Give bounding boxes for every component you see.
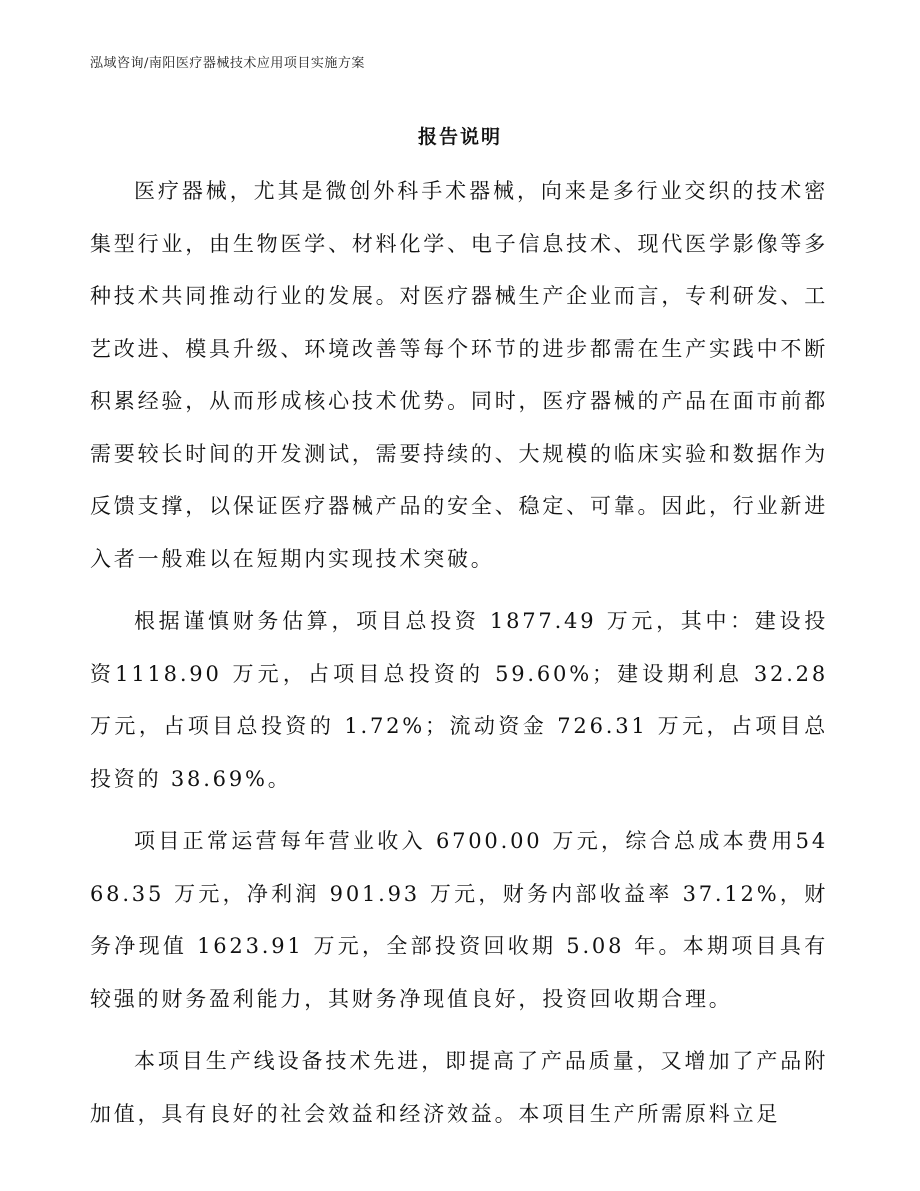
page-header: 泓域咨询/南阳医疗器械技术应用项目实施方案 — [90, 56, 365, 71]
paragraph-industry-overview: 医疗器械，尤其是微创外科手术器械，向来是多行业交织的技术密集型行业，由生物医学、材料化学、电子信息技术、现代医学影像等多种技术共同推动行业的发展。对医疗器械生产企业而言，专利研发、工艺改进、模具升级、环境改善等每个环节的进步都需在生产实践中不断积累经验，从而形成核心技术优势。同时，医疗器械的产品在面市前都需要较长时间的开发测试，需要持续的、大规模的临床实验和数据作为反馈支撑，以保证医疗器械产品的安全、稳定、可靠。因此，行业新进入者一般难以在短期内实现技术突破。 — [90, 179, 828, 571]
paragraph-project-benefits: 本项目生产线设备技术先进，即提高了产品质量，又增加了产品附加值，具有良好的社会效益和经济效益。本项目生产所需原料立足 — [90, 1049, 828, 1126]
section-title: 报告说明 — [417, 126, 502, 148]
document-body — [90, 165, 828, 1150]
paragraph-investment-estimate: 根据谨慎财务估算，项目总投资 1877.49 万元，其中：建设投资1118.90 万元，占项目总投资的 59.60%；建设期利息 32.28 万元，占项目总投资的 1.72%；流动资金 726.31 万元，占项目总投资的 38.69%。 — [90, 609, 828, 791]
paragraph-financial-returns: 项目正常运营每年营业收入 6700.00 万元，综合总成本费用5468.35 万元，净利润 901.93 万元，财务内部收益率 37.12%，财务净现值 1623.91 万元，全部投资回收期 5.08 年。本期项目具有较强的财务盈利能力，其财务净现值良好，投资回收期合理。 — [90, 829, 828, 1011]
